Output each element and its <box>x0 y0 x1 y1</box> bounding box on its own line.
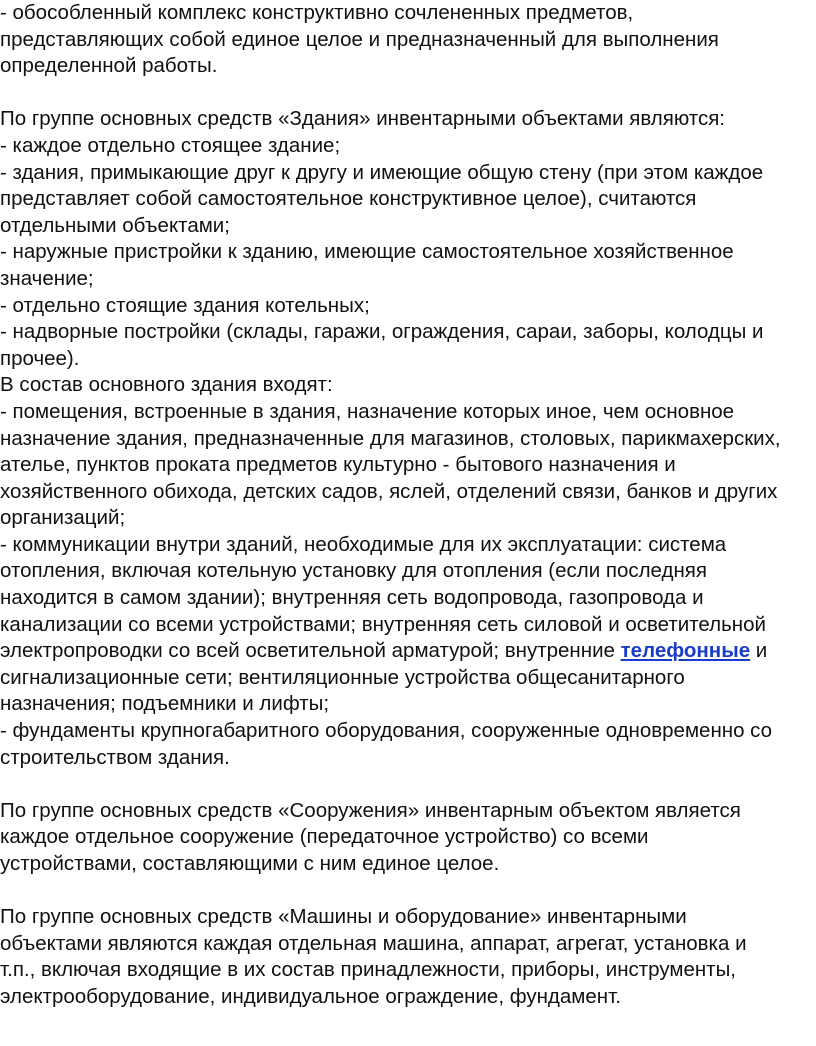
text-line: - здания, примыкающие друг к другу и имеющие общую стену (при этом каждое <box>0 160 764 184</box>
link-line-before: электропроводки со всей осветительной арматурой; внутренние <box>0 639 621 663</box>
text-line: По группе основных средств «Сооружения» инвентарным объектом является <box>0 798 741 822</box>
text-line: представляющих собой единое целое и предназначенный для выполнения <box>0 27 719 51</box>
text-line: представляет собой самостоятельное конструктивное целое), считаются <box>0 187 697 211</box>
composition-heading: В состав основного здания входят: <box>0 373 333 397</box>
intro-paragraph <box>0 0 812 80</box>
text-line: отдельными объектами; <box>0 213 230 237</box>
text-line: - надворные постройки (склады, гаражи, ограждения, сараи, заборы, колодцы и <box>0 320 764 344</box>
text-line: - обособленный комплекс конструктивно сочлененных предметов, <box>0 1 634 24</box>
text-line: ателье, пунктов проката предметов культурно - бытового назначения и <box>0 453 676 477</box>
text-line: организаций; <box>0 506 126 530</box>
text-line: канализации со всеми устройствами; внутренняя сеть силовой и осветительной <box>0 612 766 636</box>
text-line: - наружные пристройки к зданию, имеющие самостоятельное хозяйственное <box>0 240 734 264</box>
buildings-heading: По группе основных средств «Здания» инвентарными объектами являются: <box>0 107 725 131</box>
text-line: сигнализационные сети; вентиляционные устройства общесанитарного <box>0 665 685 689</box>
text-line: назначение здания, предназначенные для магазинов, столовых, парикмахерских, <box>0 426 781 450</box>
paragraph-spacer <box>0 878 812 905</box>
text-line: значение; <box>0 266 94 290</box>
text-line: электрооборудование, индивидуальное ограждение, фундамент. <box>0 984 621 1008</box>
telephone-link[interactable]: телефонные <box>620 639 751 663</box>
text-line: отопления, включая котельную установку для отопления (если последняя <box>0 559 707 583</box>
text-line-with-link <box>0 638 812 665</box>
text-line: объектами являются каждая отдельная машина, аппарат, агрегат, установка и <box>0 931 747 955</box>
structures-paragraph <box>0 798 812 878</box>
text-line: устройствами, составляющими с ним единое целое. <box>0 852 500 875</box>
text-line: - фундаменты крупногабаритного оборудования, сооруженные одновременно со <box>0 719 773 743</box>
text-line: строительством здания. <box>0 745 230 769</box>
buildings-section <box>0 106 812 372</box>
text-line: По группе основных средств «Машины и оборудование» инвентарными <box>0 905 687 929</box>
machines-paragraph <box>0 904 812 1010</box>
paragraph-spacer <box>0 771 812 798</box>
composition-section <box>0 372 812 771</box>
text-line: определенной работы. <box>0 54 218 78</box>
text-line: каждое отдельное сооружение (передаточное устройство) со всеми <box>0 825 649 849</box>
text-line: назначения; подъемники и лифты; <box>0 692 330 716</box>
text-line: - каждое отдельно стоящее здание; <box>0 133 341 157</box>
text-line: - отдельно стоящие здания котельных; <box>0 293 370 317</box>
text-line: - помещения, встроенные в здания, назначение которых иное, чем основное <box>0 399 735 423</box>
text-line: - коммуникации внутри зданий, необходимые для их эксплуатации: система <box>0 532 727 556</box>
text-line: хозяйственного обихода, детских садов, яслей, отделений связи, банков и других <box>0 479 778 503</box>
text-line: находится в самом здании); внутренняя сеть водопровода, газопровода и <box>0 586 704 610</box>
text-line: т.п., включая входящие в их состав принадлежности, приборы, инструменты, <box>0 958 736 982</box>
paragraph-spacer <box>0 80 812 107</box>
link-line-after: и <box>750 639 768 663</box>
text-line: прочее). <box>0 346 80 370</box>
